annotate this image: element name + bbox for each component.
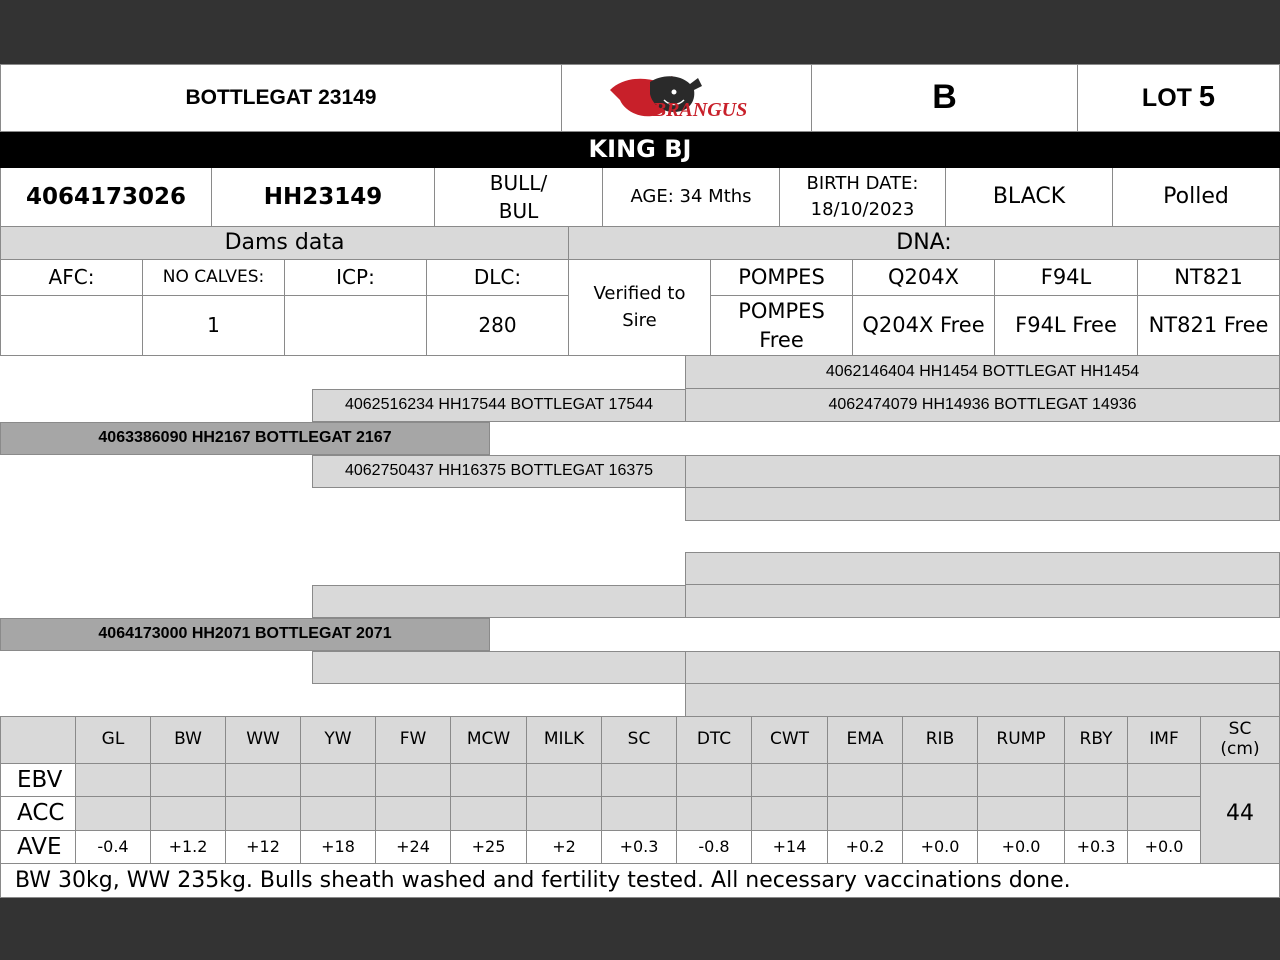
ebv-value-acc-rby: [1065, 797, 1128, 831]
dna-result-q204x: [853, 296, 995, 356]
herd-number-cell: [212, 168, 435, 227]
ebv-header-rump-text: RUMP: [996, 729, 1046, 750]
brangus-logo: [562, 64, 812, 132]
horn-status-text: Polled: [1163, 184, 1229, 210]
ebv-value-ave-cwt: [752, 831, 828, 864]
breeder-name-text: BOTTLEGAT 23149: [185, 85, 377, 109]
ebv-value-ave-ww: [226, 831, 301, 864]
color-text: BLACK: [992, 184, 1066, 210]
afc-value-cell: [0, 296, 143, 356]
id-number: 4064173026: [25, 183, 187, 210]
dna-result-line1: Q204X Free: [862, 313, 985, 338]
ebv-value-ave-dtc: [677, 831, 752, 864]
ebv-value-ebv-dtc: [677, 764, 752, 797]
ebv-header-bw-text: BW: [174, 729, 202, 750]
pedigree-dam-sire-sire: [685, 552, 1280, 585]
age-text: AGE: 34 Mths: [630, 185, 752, 207]
ebv-value-acc-ema: [828, 797, 903, 831]
lot-card: [0, 64, 1280, 898]
logo-text: BRANGUS: [652, 99, 747, 121]
pedigree-sire-dam-sire: [686, 455, 1280, 488]
sex-cell: [435, 168, 603, 227]
sex-line2: BUL: [498, 198, 539, 223]
pedigree-sire-sire-sire: [685, 356, 1280, 389]
ebv-header-ww-text: WW: [246, 729, 280, 750]
calves-label: NO CALVES:: [162, 266, 265, 287]
ebv-header-sc-text: SC: [627, 729, 651, 750]
animal-name-bar: [0, 132, 1280, 168]
dlc-value-cell: [427, 296, 569, 356]
birth-date-label: BIRTH DATE:: [806, 172, 919, 194]
lot-cell: [1078, 64, 1280, 132]
ebv-value-ebv-gl: [76, 764, 151, 797]
sc-cm-line2: (cm): [1220, 739, 1260, 759]
ebv-value-ebv-rby: [1065, 764, 1128, 797]
ebv-row-label-ave-text: AVE: [17, 833, 62, 860]
ebv-header-gl: [76, 716, 151, 764]
ebv-value-ebv-sc: [602, 764, 677, 797]
ebv-value-acc-dtc: [677, 797, 752, 831]
dna-test-header-nt821: [1138, 260, 1280, 296]
ebv-header-dtc-text: DTC: [696, 729, 732, 750]
herd-number: HH23149: [263, 183, 383, 210]
ebv-value-ave-milk: [527, 831, 602, 864]
dams-data-title: Dams data: [224, 230, 345, 256]
ebv-row-label-ave: [0, 831, 76, 864]
dna-test-name: F94L: [1040, 265, 1092, 290]
birth-date-cell: [780, 168, 946, 227]
ebv-header-fw-text: FW: [399, 729, 427, 750]
ebv-value-ave-rby-text: +0.3: [1076, 836, 1116, 856]
ebv-header-yw-text: YW: [324, 729, 352, 750]
sc-cm-line1: SC: [1228, 719, 1252, 740]
ebv-header-cwt-text: CWT: [769, 729, 810, 750]
ebv-header-sc: [602, 716, 677, 764]
ebv-value-acc-gl: [76, 797, 151, 831]
ebv-header-rib-text: RIB: [925, 729, 955, 750]
dna-result-line1: POMPES: [738, 299, 825, 324]
ebv-value-ebv-bw: [151, 764, 226, 797]
dna-result-nt821: [1138, 296, 1280, 356]
ebv-value-ave-gl: [76, 831, 151, 864]
ebv-header-imf: [1128, 716, 1201, 764]
ebv-header-rump: [978, 716, 1065, 764]
verified-to-sire-cell: [569, 260, 711, 356]
ebv-value-ebv-ww: [226, 764, 301, 797]
pedigree-dam-dam-sire: [686, 651, 1280, 684]
ebv-header-gl-text: GL: [101, 729, 125, 750]
dna-result-line1: F94L Free: [1015, 313, 1117, 338]
lot-label: LOT: [1141, 83, 1192, 112]
dna-result-line2: Free: [759, 327, 804, 352]
dna-test-header-q204x: [853, 260, 995, 296]
ebv-header-rby-text: RBY: [1079, 729, 1113, 750]
pedigree-text: 4062750437 HH16375 BOTTLEGAT 16375: [344, 462, 654, 480]
ebv-corner-cell: [0, 716, 76, 764]
ebv-value-ebv-fw: [376, 764, 451, 797]
pedigree-text: 4064173000 HH2071 BOTTLEGAT 2071: [98, 625, 392, 643]
ebv-value-ave-fw-text: +24: [396, 836, 430, 856]
ebv-value-ave-sc: [602, 831, 677, 864]
calves-value-cell: [143, 296, 285, 356]
notes-text: BW 30kg, WW 235kg. Bulls sheath washed and fertility tested. All necessary vaccinations done.: [15, 867, 1071, 893]
icp-label-cell: [285, 260, 427, 296]
breeder-name: [0, 64, 562, 132]
ebv-value-acc-ww: [226, 797, 301, 831]
ebv-header-rib: [903, 716, 978, 764]
ebv-value-ave-gl-text: -0.4: [97, 836, 129, 856]
ebv-value-ebv-rump: [978, 764, 1065, 797]
ebv-value-acc-fw: [376, 797, 451, 831]
ebv-value-ave-ema-text: +0.2: [845, 836, 885, 856]
ebv-sc-cm-value: [1201, 764, 1280, 864]
pedigree-dam: [0, 618, 490, 651]
ebv-header-milk: [527, 716, 602, 764]
pedigree-sire-dam-dam: [685, 488, 1280, 521]
ebv-header-bw: [151, 716, 226, 764]
ebv-sc-cm-value-text: 44: [1226, 800, 1254, 826]
dna-result-f94l: [995, 296, 1138, 356]
ebv-header-mcw: [451, 716, 527, 764]
pedigree-text: 4062516234 HH17544 BOTTLEGAT 17544: [344, 396, 654, 414]
ebv-table: [0, 716, 1280, 864]
pedigree-dam-sire: [312, 585, 686, 618]
pedigree-sire-sire: [312, 389, 686, 422]
ebv-value-ave-ww-text: +12: [246, 836, 280, 856]
grade-text: B: [932, 78, 957, 117]
id-number-cell: [0, 168, 212, 227]
ebv-value-ave-cwt-text: +14: [772, 836, 807, 856]
ebv-row-label-ebv-text: EBV: [17, 766, 63, 793]
dna-test-header-pompes: [711, 260, 853, 296]
dlc-value: 280: [478, 313, 517, 337]
pedigree-text: 4063386090 HH2167 BOTTLEGAT 2167: [98, 429, 392, 447]
ebv-value-acc-bw: [151, 797, 226, 831]
ebv-row-label-ebv: [0, 764, 76, 797]
bull-head-logo-icon: [602, 70, 772, 126]
ebv-value-ave-mcw-text: +25: [471, 836, 506, 856]
ebv-value-ave-rby: [1065, 831, 1128, 864]
ebv-header-imf-text: IMF: [1149, 729, 1179, 750]
lot-number: 5: [1198, 81, 1216, 114]
ebv-header-dtc: [677, 716, 752, 764]
afc-label: AFC:: [48, 265, 95, 289]
ebv-header-sc-cm: [1201, 716, 1280, 764]
dna-test-name: Q204X: [888, 265, 959, 290]
ebv-value-ave-dtc-text: -0.8: [698, 836, 730, 856]
afc-label-cell: [0, 260, 143, 296]
ebv-value-acc-rib: [903, 797, 978, 831]
ebv-value-acc-cwt: [752, 797, 828, 831]
pedigree-dam-dam: [312, 651, 686, 684]
ebv-header-ema: [828, 716, 903, 764]
ebv-header-milk-text: MILK: [543, 729, 585, 750]
ebv-value-ebv-ema: [828, 764, 903, 797]
dlc-label-cell: [427, 260, 569, 296]
ebv-header-fw: [376, 716, 451, 764]
dna-test-name: POMPES: [738, 265, 825, 290]
pedigree-dam-dam-dam: [685, 684, 1280, 717]
ebv-value-ave-imf-text: +0.0: [1144, 836, 1184, 856]
ebv-value-ave-bw: [151, 831, 226, 864]
ebv-value-ave-mcw: [451, 831, 527, 864]
ebv-value-ave-yw: [301, 831, 376, 864]
ebv-header-mcw-text: MCW: [466, 729, 511, 750]
sex-line1: BULL/: [489, 170, 548, 195]
ebv-value-acc-sc: [602, 797, 677, 831]
ebv-value-acc-yw: [301, 797, 376, 831]
ebv-value-ave-rib-text: +0.0: [920, 836, 960, 856]
dna-result-pompes: [711, 296, 853, 356]
dlc-label: DLC:: [473, 265, 522, 289]
color-cell: [946, 168, 1113, 227]
ebv-value-ave-sc-text: +0.3: [619, 836, 659, 856]
ebv-value-acc-mcw: [451, 797, 527, 831]
pedigree-sire-sire-dam: [686, 389, 1280, 422]
pedigree-sire: [0, 422, 490, 455]
icp-label: ICP:: [336, 265, 375, 289]
calves-value: 1: [207, 313, 220, 337]
dams-data-header: [0, 227, 569, 260]
dna-test-header-f94l: [995, 260, 1138, 296]
grade-cell: [812, 64, 1078, 132]
pedigree-sire-dam: [312, 455, 686, 488]
dna-title: DNA:: [896, 230, 952, 256]
ebv-value-ave-yw-text: +18: [321, 836, 355, 856]
ebv-value-ebv-mcw: [451, 764, 527, 797]
ebv-value-ebv-cwt: [752, 764, 828, 797]
ebv-value-ebv-rib: [903, 764, 978, 797]
ebv-value-ebv-milk: [527, 764, 602, 797]
notes-row: [0, 864, 1280, 898]
ebv-header-cwt: [752, 716, 828, 764]
animal-name: KING BJ: [588, 135, 692, 164]
verified-line1: Verified to: [593, 282, 686, 304]
ebv-value-ebv-yw: [301, 764, 376, 797]
verified-line2: Sire: [622, 309, 657, 331]
ebv-value-ave-ema: [828, 831, 903, 864]
ebv-header-rby: [1065, 716, 1128, 764]
ebv-value-ave-rib: [903, 831, 978, 864]
ebv-value-ave-milk-text: +2: [552, 836, 576, 856]
ebv-value-ave-rump-text: +0.0: [1001, 836, 1041, 856]
ebv-value-ave-fw: [376, 831, 451, 864]
ebv-header-yw: [301, 716, 376, 764]
pedigree-text: 4062474079 HH14936 BOTTLEGAT 14936: [828, 395, 1137, 413]
age-cell: [603, 168, 780, 227]
ebv-header-ww: [226, 716, 301, 764]
horn-status-cell: [1113, 168, 1280, 227]
ebv-value-ebv-imf: [1128, 764, 1201, 797]
dna-header: [569, 227, 1280, 260]
pedigree-dam-sire-dam: [686, 585, 1280, 618]
ebv-value-ave-rump: [978, 831, 1065, 864]
calves-label-cell: [143, 260, 285, 296]
ebv-row-label-acc-text: ACC: [17, 800, 65, 827]
ebv-value-acc-milk: [527, 797, 602, 831]
icp-value-cell: [285, 296, 427, 356]
birth-date-value: 18/10/2023: [810, 198, 915, 220]
ebv-value-acc-rump: [978, 797, 1065, 831]
ebv-value-acc-imf: [1128, 797, 1201, 831]
ebv-value-ave-imf: [1128, 831, 1201, 864]
dna-test-name: NT821: [1174, 265, 1243, 290]
ebv-header-ema-text: EMA: [846, 729, 884, 750]
ebv-value-ave-bw-text: +1.2: [168, 836, 208, 856]
pedigree-text: 4062146404 HH1454 BOTTLEGAT HH1454: [825, 362, 1140, 380]
ebv-row-label-acc: [0, 797, 76, 831]
dna-result-line1: NT821 Free: [1148, 313, 1269, 338]
